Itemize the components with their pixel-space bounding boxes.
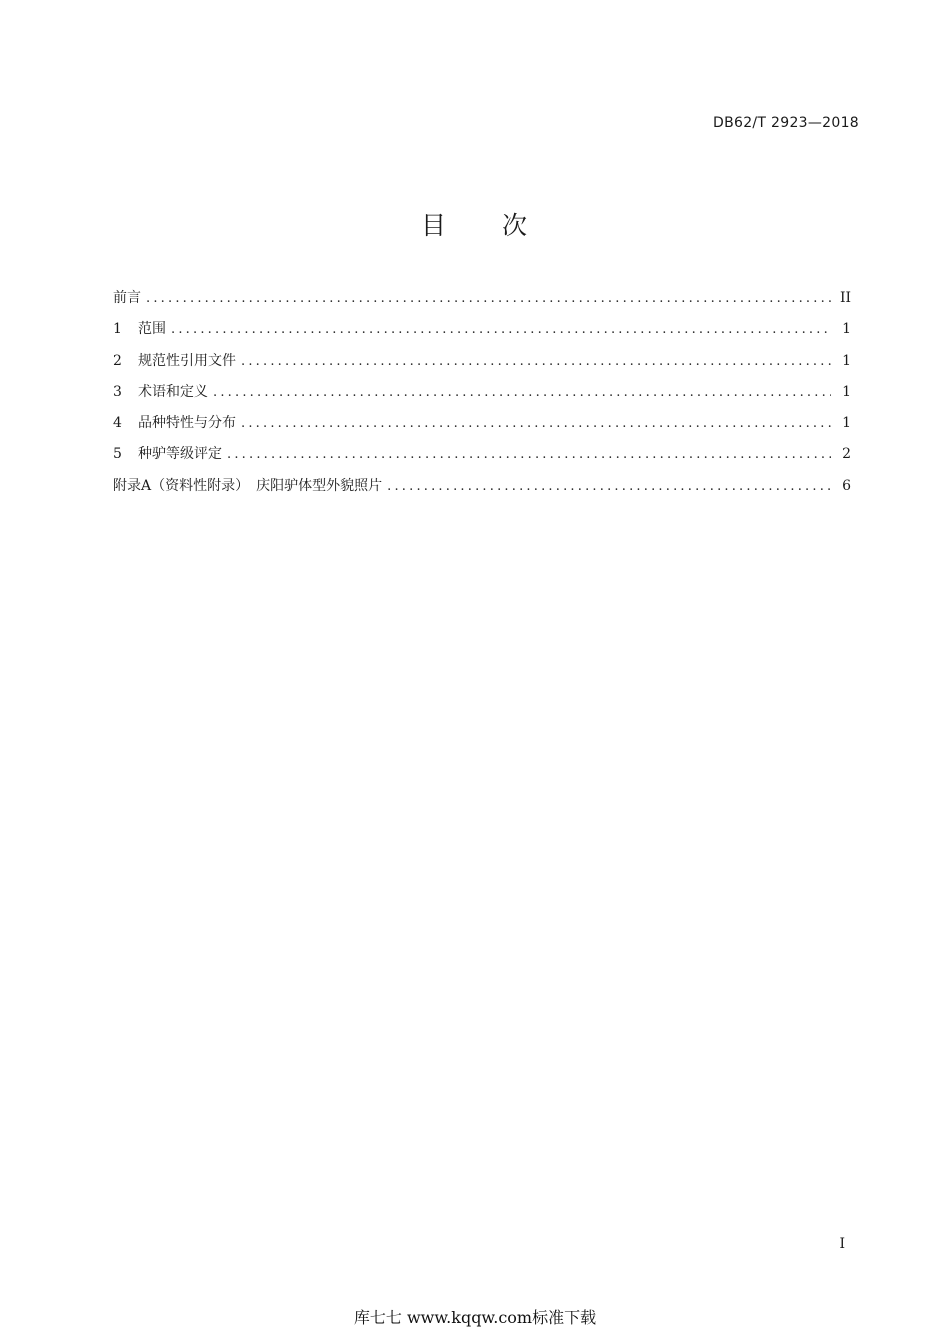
- toc-leader-dots: [146, 291, 831, 306]
- download-site-watermark: 库七七 www.kqqw.com标准下载: [353, 1308, 597, 1327]
- toc-leader-dots: [241, 354, 831, 369]
- toc-entry-foreword[interactable]: [113, 287, 851, 318]
- toc-entry-label: 范围: [138, 321, 166, 338]
- toc-entry-label: 术语和定义: [138, 383, 208, 400]
- toc-entry-label: 种驴等级评定: [138, 446, 222, 463]
- page-number: I: [839, 1236, 845, 1252]
- table-of-contents: [113, 287, 851, 506]
- toc-leader-dots: [213, 385, 831, 400]
- page-title: 目 次: [420, 211, 529, 240]
- toc-leader-dots: [241, 416, 831, 431]
- toc-entry-number: 2: [113, 352, 122, 369]
- toc-entry-page: II: [839, 290, 851, 306]
- toc-entry-page: 2: [842, 446, 851, 463]
- toc-entry-normative-references[interactable]: [113, 350, 851, 381]
- toc-leader-dots: [171, 322, 831, 337]
- toc-leader-dots: [227, 447, 831, 462]
- toc-entry-page: 6: [842, 477, 851, 494]
- toc-entry-number: 1: [113, 321, 122, 338]
- toc-entry-grading[interactable]: [113, 443, 851, 474]
- toc-entry-label: 附录A（资料性附录） 庆阳驴体型外貌照片: [113, 477, 383, 494]
- toc-entry-appendix-a[interactable]: [113, 475, 851, 506]
- toc-entry-page: 1: [842, 321, 851, 338]
- toc-entry-page: 1: [842, 415, 851, 432]
- toc-entry-page: 1: [842, 383, 851, 400]
- toc-entry-terms-definitions[interactable]: [113, 381, 851, 412]
- toc-entry-number: 4: [113, 415, 122, 432]
- toc-entry-label: 前言: [113, 290, 141, 306]
- toc-leader-dots: [387, 479, 831, 494]
- toc-entry-label: 规范性引用文件: [138, 352, 236, 369]
- toc-entry-number: 5: [113, 446, 122, 463]
- toc-entry-page: 1: [842, 352, 851, 369]
- toc-entry-number: 3: [113, 383, 122, 400]
- toc-entry-scope[interactable]: [113, 318, 851, 349]
- toc-entry-breed-characteristics[interactable]: [113, 412, 851, 443]
- document-code: DB62/T 2923—2018: [713, 115, 859, 131]
- toc-entry-label: 品种特性与分布: [138, 415, 236, 432]
